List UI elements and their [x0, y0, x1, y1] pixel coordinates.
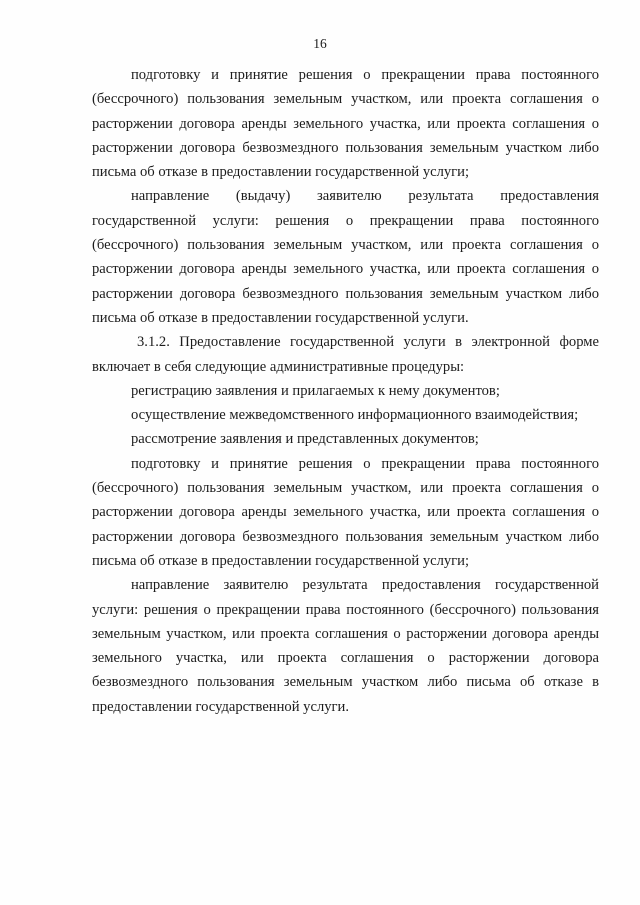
paragraph-interagency-interaction: осуществление межведомственного информационного взаимодействия;	[131, 407, 579, 424]
paragraph-prepare-decision-electronic: подготовку и принятие решения о прекращении права постоянного (бессрочного) пользования земельным участком, или проекта соглашения о расторжении договора аренды земельного участка, или проекта соглашения о расторжении договора безвозмездного пользования земельным участком либо письма об отказе в предоставлении государственной услуги;	[92, 455, 599, 569]
document-body	[92, 63, 599, 719]
paragraph-issue-result: направление (выдачу) заявителю результата предоставления государственной услуги: решения о прекращении права постоянного (бессрочного) пользования земельным участком, или проекта соглашения о расторжении договора аренды земельного участка, или проекта соглашения о расторжении договора безвозмездного пользования земельным участком либо письма об отказе в предоставлении государственной услуги.	[92, 188, 599, 326]
paragraph-registration: регистрацию заявления и прилагаемых к нему документов;	[131, 382, 500, 399]
paragraph-send-result-electronic: направление заявителю результата предоставления государственной услуги: решения о прекращении права постоянного (бессрочного) пользования земельным участком, или проекта соглашения о расторжении договора аренды земельного участка, или проекта соглашения о расторжении договора безвозмездного пользования земельным участком либо письма об отказе в предоставлении государственной услуги.	[92, 577, 599, 715]
paragraph-review-application: рассмотрение заявления и представленных документов;	[131, 431, 479, 448]
paragraph-prepare-decision: подготовку и принятие решения о прекращении права постоянного (бессрочного) пользования земельным участком, или проекта соглашения о расторжении договора аренды земельного участка, или проекта соглашения о расторжении договора безвозмездного пользования земельным участком либо письма об отказе в предоставлении государственной услуги;	[92, 67, 599, 181]
paragraph-section-3-1-2: 3.1.2. Предоставление государственной услуги в электронной форме включает в себя следующие административные процедуры:	[92, 334, 599, 375]
page-number: 16	[313, 36, 327, 51]
